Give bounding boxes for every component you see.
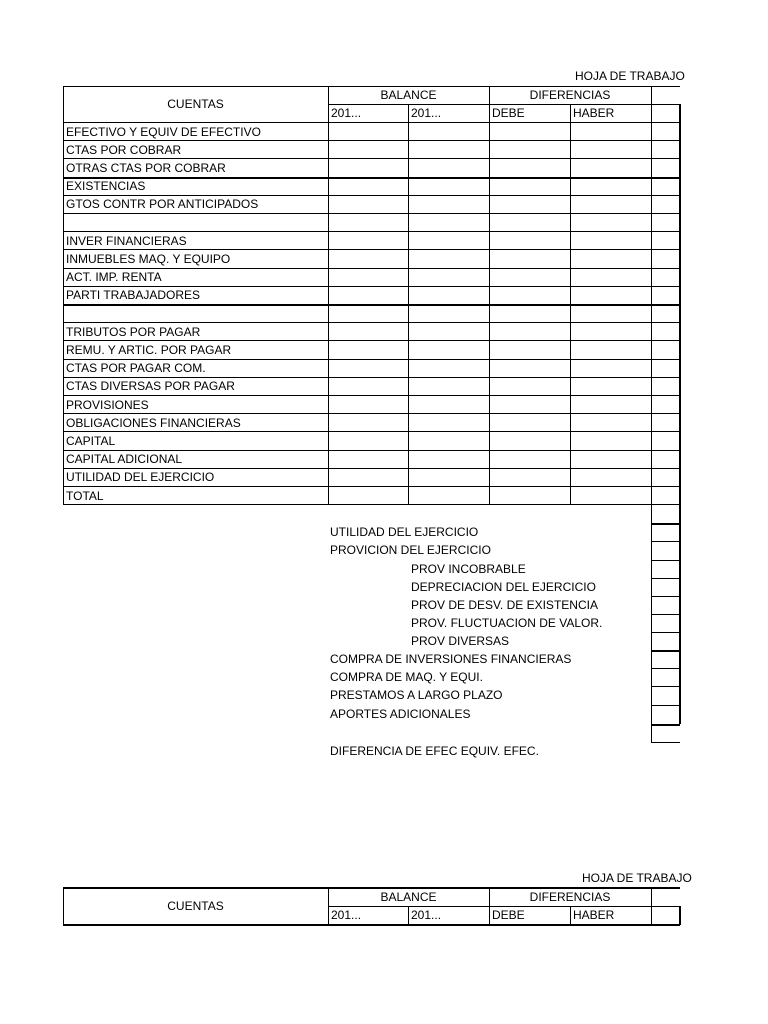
flow-prov-desv: PROV DE DESV. DE EXISTENCIA [411,598,598,612]
account-label: EXISTENCIAS [66,179,146,194]
account-label: INVER FINANCIERAS [66,233,187,248]
account-label: CTAS POR PAGAR COM. [66,361,206,376]
flow-depreciacion: DEPRECIACION DEL EJERCICIO [411,580,596,594]
flow-box-line [651,668,680,669]
header2-debe: DEBE [492,908,525,922]
flow-aportes: APORTES ADICIONALES [330,707,471,721]
flow-box-line [651,650,680,652]
account-label: CTAS POR COBRAR [66,142,182,157]
row-separator [63,504,680,505]
header2-right-border [679,906,681,925]
worksheet-title: HOJA DE TRABAJO [575,69,685,83]
flow-compra-maq: COMPRA DE MAQ. Y EQUI. [330,670,483,684]
header2-border-year [408,906,409,925]
account-label: CTAS DIVERSAS POR PAGAR [66,379,235,394]
table-border-balance [328,86,329,505]
worksheet-title-2: HOJA DE TRABAJO [582,871,692,885]
account-label: GTOS CONTR POR ANTICIPADOS [66,197,259,212]
flow-prov-incobrable: PROV INCOBRABLE [411,562,526,576]
row-separator [63,177,680,179]
header2-diferencias: DIFERENCIAS [529,890,611,904]
flow-box-line [651,705,680,706]
account-label: TRIBUTOS POR PAGAR [66,324,201,339]
account-label: OBLIGACIONES FINANCIERAS [66,415,241,430]
header-year-2: 201... [411,106,442,120]
row-separator [63,395,680,396]
account-label: CAPITAL [66,433,116,448]
flow-diferencia: DIFERENCIA DE EFEC EQUIV. EFEC. [330,744,539,758]
account-label: REMU. Y ARTIC. POR PAGAR [66,342,232,357]
header2-border-haber [651,887,652,925]
flow-prov-fluct: PROV. FLUCTUACION DE VALOR. [411,616,603,630]
header2-year-2: 201... [411,908,442,922]
flow-box-line [651,523,680,525]
flow-box-line [651,614,680,615]
flow-compra-inv: COMPRA DE INVERSIONES FINANCIERAS [330,652,572,666]
account-label: PARTI TRABAJADORES [66,288,201,303]
row-separator [63,213,680,214]
header-diferencias: DIFERENCIAS [529,88,611,102]
account-label: INMUEBLES MAQ. Y EQUIPO [66,251,231,266]
account-label: EFECTIVO Y EQUIV DE EFECTIVO [66,124,261,139]
flow-box-line [651,724,680,726]
header-cuentas: CUENTAS [167,97,224,111]
header-debe: DEBE [492,106,525,120]
header2-year-1: 201... [331,908,362,922]
flow-provicion: PROVICION DEL EJERCICIO [330,543,491,557]
flow-box-line [651,742,680,743]
header-balance: BALANCE [380,88,437,102]
row-separator [63,486,680,487]
account-label: ACT. IMP. RENTA [66,270,162,285]
flow-prov-diversas: PROV DIVERSAS [411,634,510,648]
header2-border-debe [570,906,571,925]
row-separator [63,304,680,306]
flow-utilidad: UTILIDAD DEL EJERCICIO [330,525,479,539]
header2-balance: BALANCE [380,890,437,904]
header2-cuentas: CUENTAS [167,899,224,913]
account-label: CAPITAL ADICIONAL [66,452,183,467]
header-year-1: 201... [331,106,362,120]
header-haber: HABER [573,106,615,120]
table-border-diferencias [489,86,490,505]
header2-bottom-border [63,924,680,926]
table-border-haber [651,86,652,505]
account-label: TOTAL [66,488,104,503]
account-label: UTILIDAD DEL EJERCICIO [66,470,215,485]
flow-box-line [651,686,680,687]
flow-prestamos: PRESTAMOS A LARGO PLAZO [330,688,503,702]
flow-box-line [651,578,680,579]
flow-box-line [651,560,680,561]
flow-box-line [651,596,680,597]
account-label: OTRAS CTAS POR COBRAR [66,160,226,175]
row-separator [63,431,680,432]
header2-haber: HABER [573,908,615,922]
account-label: PROVISIONES [66,397,149,412]
flow-box-line [651,541,680,542]
table-left-border [63,86,64,505]
flow-box-line [651,632,680,633]
